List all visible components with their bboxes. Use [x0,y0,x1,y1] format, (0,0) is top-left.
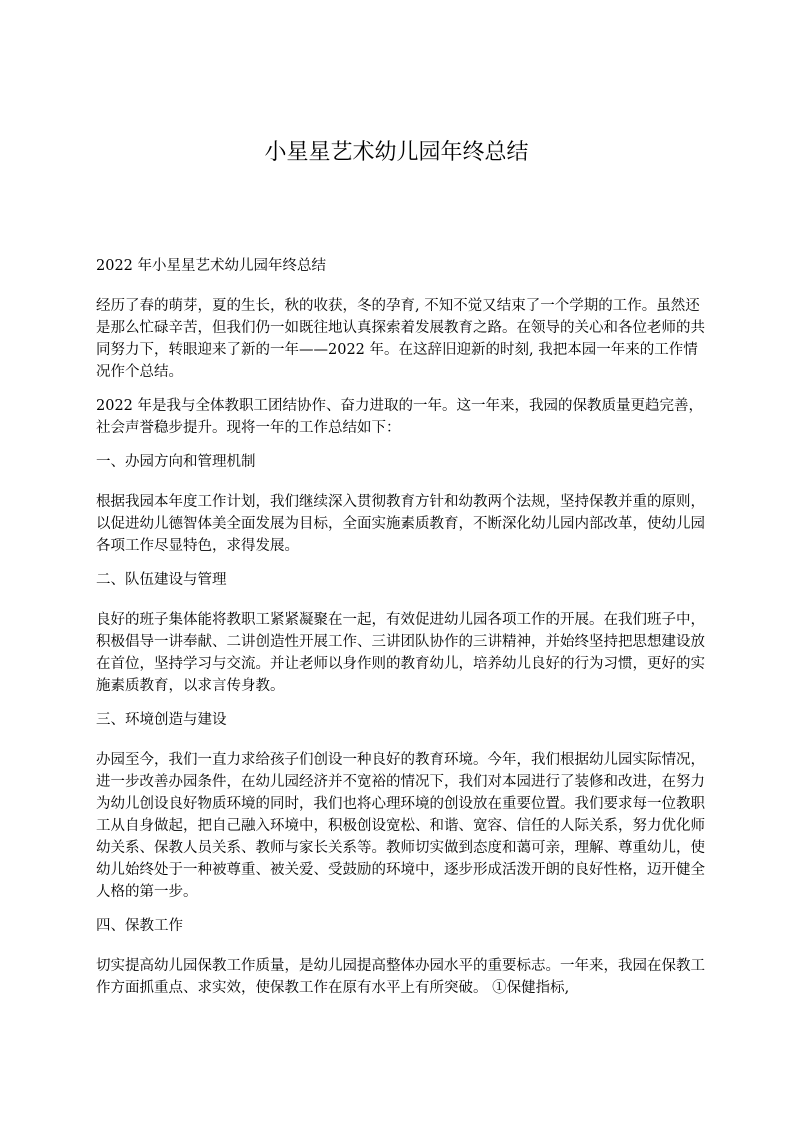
paragraph-management: 根据我园本年度工作计划，我们继续深入贯彻教育方针和幼教两个法规，坚持保教并重的原则，以促进幼儿德智体美全面发展为目标，全面实施素质教育，不断深化幼儿园内部改革，使幼儿园各项工作尽显特色，求得发展。 [96,494,705,554]
document-subtitle: 2022 年小星星艺术幼儿园年终总结 [96,258,327,274]
section-heading-3: 三、环境创造与建设 [96,712,227,728]
section-heading-1: 一、办园方向和管理机制 [96,454,256,470]
paragraph-care-education: 切实提高幼儿园保教工作质量，是幼儿园提高整体办园水平的重要标志。一年来，我园在保教工作方面抓重点、求实效，使保教工作在原有水平上有所突破。 ①保健指标, [96,958,705,996]
document-body [96,255,708,1011]
section-heading-2: 二、队伍建设与管理 [96,572,227,588]
document-title: 小星星艺术幼儿园年终总结 [264,140,529,165]
paragraph-environment: 办园至今，我们一直力求给孩子们创设一种良好的教育环境。今年，我们根据幼儿园实际情况，进一步改善办园条件，在幼儿园经济并不宽裕的情况下，我们对本园进行了装修和改进，在努力为幼儿创设良好物质环境的同时，我们也将心理环境的创设放在重要位置。我们要求每一位教职工从自身做起，把自己融入环境中，积极创设宽松、和谐、宽容、信任的人际关系，努力优化师幼关系、保教人员关系、教师与家长关系等。教师切实做到态度和蔼可亲，理解、尊重幼儿，使幼儿始终处于一种被尊重、被关爱、受鼓励的环境中，逐步形成活泼开朗的良好性格，迈开健全人格的第一步。 [96,752,705,900]
paragraph-intro: 经历了春的萌芽，夏的生长，秋的收获，冬的孕育, 不知不觉又结束了一个学期的工作。虽然还是那么忙碌辛苦，但我们仍一如既往地认真探索着发展教育之路。在领导的关心和各位老师的共同努力下，转眼迎来了新的一年——2022 年。在这辞旧迎新的时刻, 我把本园一年来的工作情况作个总结。 [96,298,705,380]
section-heading-4: 四、保教工作 [96,918,183,934]
paragraph-team: 良好的班子集体能将教职工紧紧凝聚在一起，有效促进幼儿园各项工作的开展。在我们班子中，积极倡导一讲奉献、二讲创造性开展工作、三讲团队协作的三讲精神，并始终坚持把思想建设放在首位，坚持学习与交流。并让老师以身作则的教育幼儿，培养幼儿良好的行为习惯，更好的实施素质教育，以求言传身教。 [96,612,705,694]
paragraph-overview: 2022 年是我与全体教职工团结协作、奋力进取的一年。这一年来，我园的保教质量更趋完善，社会声誉稳步提升。现将一年的工作总结如下： [96,398,704,436]
